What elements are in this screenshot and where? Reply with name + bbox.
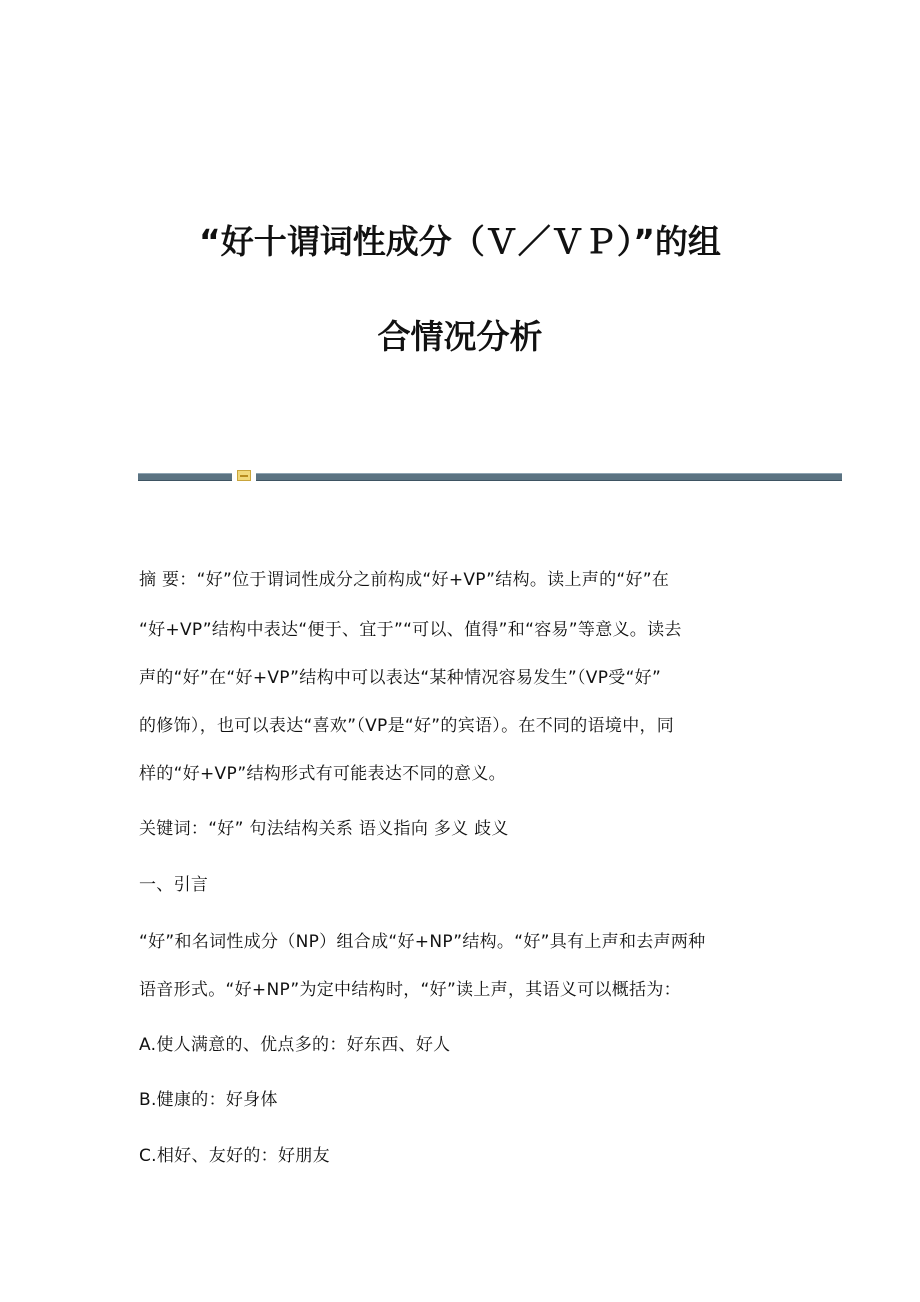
abstract-line-5: 样的“好+VP”结构形式有可能表达不同的意义。 (139, 764, 506, 784)
list-item: B.健康的：好身体 (139, 1090, 278, 1110)
abstract-line-2: “好+VP”结构中表达“便于、宜于”“可以、值得”和“容易”等意义。读去 (139, 620, 682, 640)
decorative-divider (138, 470, 842, 482)
divider-ornament-icon (237, 470, 251, 481)
list-item: A.使人满意的、优点多的：好东西、好人 (139, 1035, 451, 1055)
list-item: C.相好、友好的：好朋友 (139, 1146, 330, 1166)
abstract-line-1: 摘 要：“好”位于谓词性成分之前构成“好+VP”结构。读上声的“好”在 (139, 570, 670, 590)
body-line-1: “好”和名词性成分（NP）组合成“好+NP”结构。“好”具有上声和去声两种 (139, 932, 706, 952)
divider-bar-left (138, 473, 232, 481)
section-heading: 一、引言 (139, 875, 209, 895)
abstract-line-3: 声的“好”在“好+VP”结构中可以表达“某种情况容易发生”（VP受“好” (139, 668, 662, 688)
keywords-line: 关键词：“好” 句法结构关系 语义指向 多义 歧义 (139, 819, 509, 839)
abstract-line-4: 的修饰），也可以表达“喜欢”（VP是“好”的宾语）。在不同的语境中，同 (139, 716, 675, 736)
title-line-1: “好十谓词性成分（Ｖ／ＶＰ）”的组 (199, 222, 721, 261)
title-line-2: 合情况分析 (377, 317, 543, 356)
divider-bar-right (256, 473, 842, 481)
body-line-2: 语音形式。“好+NP”为定中结构时，“好”读上声，其语义可以概括为： (139, 980, 681, 1000)
